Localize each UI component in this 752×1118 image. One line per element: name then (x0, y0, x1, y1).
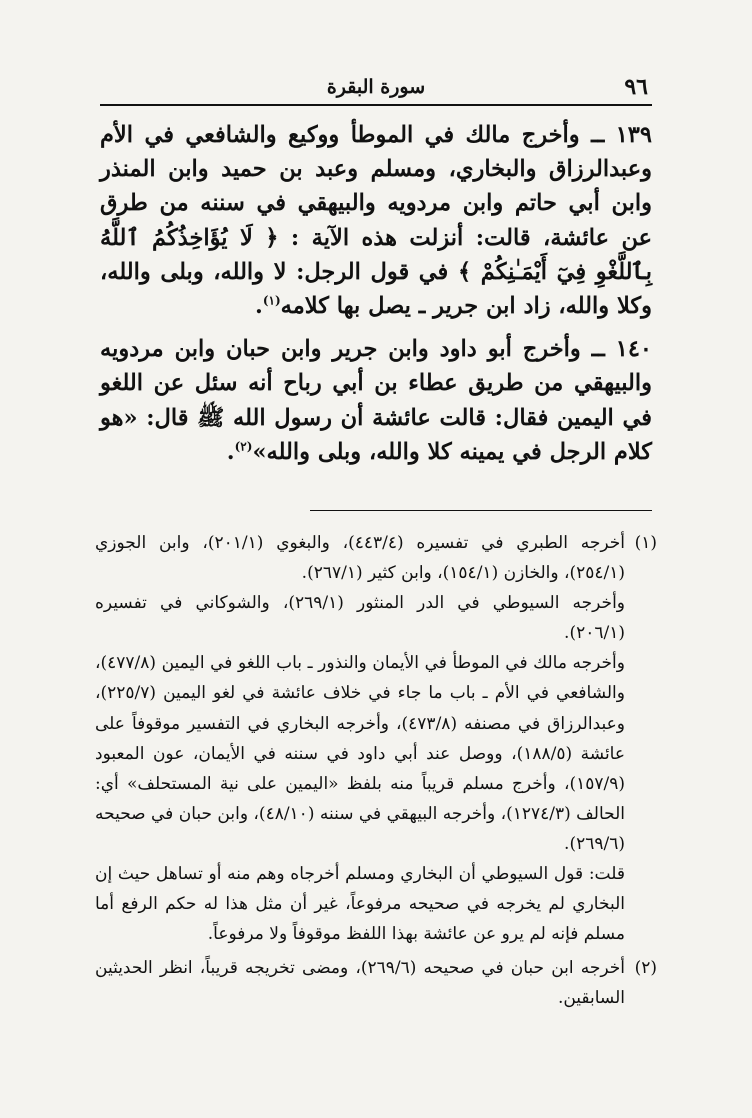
footnote-paragraph: قلت: قول السيوطي أن البخاري ومسلم أخرجاه وهم منه أو تساهل حيث إن البخاري لم يخرجه في صحيحه مرفوعاً، غير أن مثل هذا له حكم الرفع أما مسلم فإنه لم يرو عن عائشة بهذا اللفظ موقوفاً ولا مرفوعاً. (95, 864, 625, 945)
footnote-ref[interactable]: (٢) (234, 439, 253, 454)
entry-140 (100, 332, 652, 469)
footnote-1 (95, 528, 657, 949)
entry-number: ١٣٩ ــ (591, 122, 652, 148)
footnotes (95, 528, 657, 1018)
footnote-paragraph: أخرجه الطبري في تفسيره (٤٤٣/٤)، والبغوي (٢٠١/١)، وابن الجوزي (٢٥٤/١)، والخازن (١٥٤/١)، وابن كثير (٢٦٧/١). (95, 533, 625, 584)
quran-verse: ﴿ لَا يُؤَاخِذُكُمُ ٱللَّهُ بِٱللَّغْوِ فِيٓ أَيْمَـٰنِكُمْ ﴾ (100, 224, 652, 285)
footnote-2 (95, 953, 657, 1013)
entry-end: . (254, 293, 263, 320)
footnote-separator (310, 510, 652, 511)
footnote-paragraph: وأخرجه مالك في الموطأ في الأيمان والنذور ـ باب اللغو في اليمين (٤٧٧/٨)، والشافعي في الأم ـ باب ما جاء في خلاف عائشة في لغو اليمين (٢٢٥/٧)، وعبدالرزاق في مصنفه (٤٧٣/٨)، وأخرجه البخاري في التفسير موقوفاً على عائشة (١٨٨/٥)، ووصل عند أبي داود في سننه في الأيمان، عون المعبود (١٥٧/٩)، وأخرج مسلم قريباً منه بلفظ «اليمين على نية المستحلف» أي: الحالف (١٢٧٤/٣)، وأخرجه البيهقي في سننه (٤٨/١٠)، وابن حبان في صحيحه (٢٦٩/٦). (94, 653, 625, 854)
entry-text: وأخرج أبو داود وابن جرير وابن حبان وابن مردويه والبيهقي من طريق عطاء بن أبي رباح أنه سئل عن اللغو في اليمين فقال: قالت عائشة أن رسول الله ﷺ قال: (100, 336, 652, 431)
entry-text-continued: في قول الرجل: لا والله، وبلى والله، وكلا والله، زاد ابن جرير ـ يصل بها كلامه (100, 258, 652, 320)
page-number: ٩٦ (624, 74, 648, 100)
footnote-ref[interactable]: (١) (262, 293, 281, 308)
footnote-number: (١) (634, 533, 657, 553)
page-header (100, 70, 652, 106)
footnote-paragraph: وأخرجه السيوطي في الدر المنثور (٢٦٩/١)، والشوكاني في تفسيره (٢٠٦/١). (95, 593, 626, 644)
entry-number: ١٤٠ ــ (591, 336, 652, 363)
footnote-body (95, 528, 625, 949)
main-text (100, 118, 652, 478)
footnote-body (95, 953, 625, 1013)
footnote-number: (٢) (634, 958, 657, 979)
hadith-quote: «هو كلام الرجل في يمينه كلا والله، وبلى والله» (100, 404, 652, 465)
entry-text: وأخرج مالك في الموطأ ووكيع والشافعي في الأم وعبدالرزاق والبخاري، ومسلم وعبد بن حميد وابن المنذر وابن أبي حاتم وابن مردويه والبيهقي في سننه من طرق عن عائشة، قالت: أنزلت هذه الآية : (100, 122, 652, 251)
entry-end: . (226, 438, 235, 465)
footnote-paragraph: أخرجه ابن حبان في صحيحه (٢٦٩/٦)، ومضى تخريجه قريباً، انظر الحديثين السابقين. (95, 958, 625, 1009)
surah-title: سورة البقرة (326, 76, 426, 98)
entry-139 (100, 118, 652, 323)
